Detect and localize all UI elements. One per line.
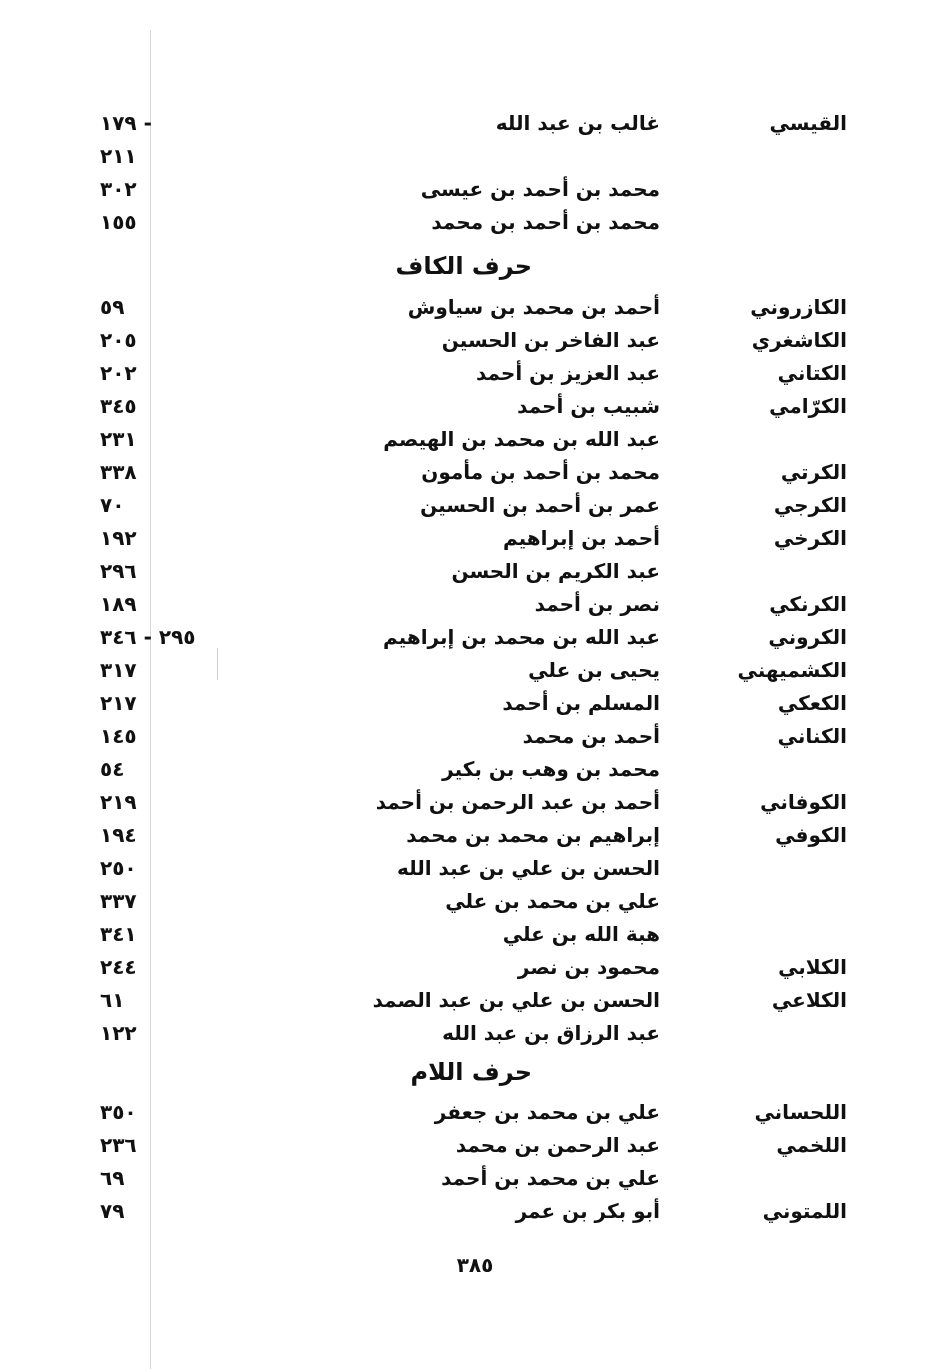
entry-pages: ٢٠٢ [100,361,137,385]
entry-name: محمد بن أحمد بن مأمون [421,460,660,484]
entry-pages: ٢٤٤ [100,955,137,979]
entry-nisba: الكشميهني [737,658,847,682]
entry-pages: ٢١١ [100,144,137,168]
entry-nisba: الكعكي [777,691,847,715]
index-entry [0,357,947,389]
entry-pages: ٢٣١ [100,427,137,451]
index-entry [0,687,947,719]
index-entry [0,786,947,818]
entry-pages: ٢٩٦ [100,559,137,583]
index-entry [0,720,947,752]
index-entry [0,1195,947,1227]
index-entry [0,423,947,455]
index-entry [0,918,947,950]
index-entry [0,173,947,205]
entry-name: أحمد بن عبد الرحمن بن أحمد [375,790,660,814]
index-entry [0,206,947,238]
section-heading-kaf: حرف الكاف [395,252,532,280]
entry-nisba: الكناني [777,724,847,748]
entry-name: أحمد بن محمد بن سياوش [407,295,660,319]
entry-name: المسلم بن أحمد [502,691,660,715]
index-entry [0,1017,947,1049]
index-entry [0,885,947,917]
entry-nisba: الكروني [768,625,847,649]
entry-pages: ٣٠٢ [100,177,137,201]
entry-nisba: اللخمي [776,1133,847,1157]
entry-name: محمود بن نصر [517,955,660,979]
entry-pages: ٧٩ [100,1199,125,1223]
entry-name: محمد بن وهب بن بكير [442,757,660,781]
entry-pages: ٣١٧ [100,658,137,682]
entry-name: الحسن بن علي بن عبد الله [396,856,660,880]
entry-name: نصر بن أحمد [534,592,660,616]
entry-name: علي بن محمد بن جعفر [434,1100,660,1124]
entry-nisba: الكازروني [750,295,847,319]
index-entry [0,522,947,554]
entry-pages: ١٥٥ [100,210,137,234]
entry-name: محمد بن أحمد بن عيسى [420,177,660,201]
entry-name: عبد الله بن محمد بن الهيصم [383,427,660,451]
index-entry [0,390,947,422]
index-entry [0,489,947,521]
entry-pages: ١٤٥ [100,724,137,748]
index-entry [0,852,947,884]
entry-pages: ٧٠ [100,493,125,517]
entry-name: أحمد بن إبراهيم [502,526,660,550]
entry-name: عبد الفاخر بن الحسين [441,328,660,352]
entry-pages: ٦٩ [100,1166,125,1190]
entry-pages: ١٩٢ [100,526,137,550]
entry-name: عبد العزيز بن أحمد [475,361,660,385]
entry-pages: ٢١٧ [100,691,137,715]
entry-name: غالب بن عبد الله [495,111,660,135]
entry-name: عبد الله بن محمد بن إبراهيم [382,625,660,649]
index-entry [0,951,947,983]
index-entry [0,654,947,686]
entry-pages: ١٢٢ [100,1021,137,1045]
entry-pages: ٥٩ [100,295,125,319]
entry-pages: ٢٩٥ - ٣٤٦ [100,625,196,649]
index-entry [0,621,947,653]
entry-name: عبد الرزاق بن عبد الله [442,1021,660,1045]
entry-nisba: اللمتوني [762,1199,847,1223]
entry-name: عبد الكريم بن الحسن [451,559,660,583]
entry-pages: ٢٠٥ [100,328,137,352]
entry-pages: ٢٣٦ [100,1133,137,1157]
entry-nisba: الكرتي [780,460,847,484]
index-entry [0,324,947,356]
entry-pages: ٣٤٥ [100,394,137,418]
entry-name: إبراهيم بن محمد بن محمد [406,823,660,847]
index-entry [0,555,947,587]
entry-pages: ٦١ [100,988,125,1012]
entry-name: أبو بكر بن عمر [515,1199,660,1223]
entry-nisba: الكاشغري [751,328,847,352]
entry-nisba: اللحساني [754,1100,847,1124]
index-entry [0,1096,947,1128]
index-entry [0,291,947,323]
entry-name: أحمد بن محمد [522,724,660,748]
entry-name: عبد الرحمن بن محمد [455,1133,660,1157]
entry-nisba: الكوفاني [760,790,847,814]
entry-pages: ٢٥٠ [100,856,137,880]
entry-pages: ٣٥٠ [100,1100,137,1124]
entry-pages: ٣٣٨ [100,460,137,484]
entry-name: علي بن محمد بن أحمد [441,1166,660,1190]
entry-name: الحسن بن علي بن عبد الصمد [372,988,660,1012]
page-number: ٣٨٥ [456,1253,494,1277]
entry-nisba: القيسي [769,111,847,135]
entry-name: علي بن محمد بن علي [445,889,660,913]
entry-name: يحيى بن علي [528,658,660,682]
section-heading-lam: حرف اللام [410,1058,532,1086]
entry-name: محمد بن أحمد بن محمد [431,210,660,234]
entry-pages: ٥٤ [100,757,125,781]
entry-name: هبة الله بن علي [502,922,660,946]
index-entry [0,140,947,172]
entry-nisba: الكرنكي [769,592,847,616]
index-entry [0,1129,947,1161]
entry-name: شبيب بن أحمد [517,394,660,418]
entry-pages: ٣٣٧ [100,889,137,913]
entry-pages: ١٩٤ [100,823,137,847]
entry-nisba: الكرجي [773,493,847,517]
entry-nisba: الكرخي [773,526,847,550]
entry-nisba: الكتاني [777,361,847,385]
entry-nisba: الكلابي [778,955,847,979]
entry-pages: - ١٧٩ [100,111,152,135]
entry-pages: ١٨٩ [100,592,137,616]
entry-nisba: الكلاعي [771,988,847,1012]
index-entry [0,456,947,488]
entry-nisba: الكوفي [775,823,847,847]
entry-pages: ٣٤١ [100,922,137,946]
entry-pages: ٢١٩ [100,790,137,814]
index-entry [0,107,947,139]
index-entry [0,1162,947,1194]
entry-name: عمر بن أحمد بن الحسين [420,493,660,517]
index-entry [0,819,947,851]
index-entry [0,753,947,785]
index-entry [0,588,947,620]
index-entry [0,984,947,1016]
entry-nisba: الكرّامي [769,394,847,418]
